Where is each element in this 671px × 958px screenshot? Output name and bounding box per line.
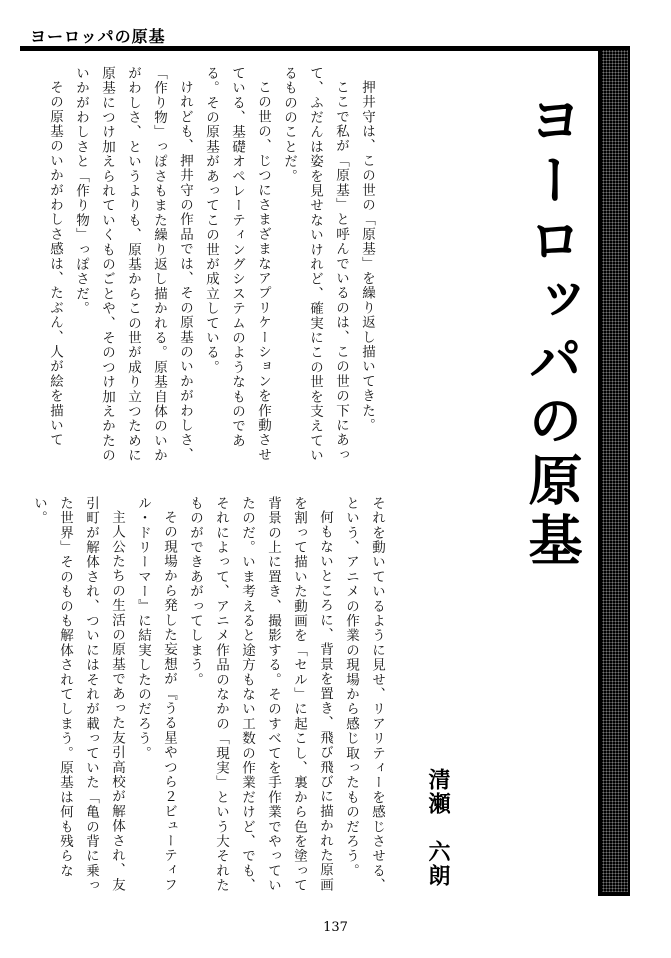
paragraph: この世の、じつにさまざまなアプリケーションを作動させている、基礎オペレーティングシステムのようなものである。その原基があってこの世が成立している。 xyxy=(203,66,271,462)
paragraph: その現場から発した妄想が『うる星やつら２ビューティフル・ドリーマー』に結実したのだろう。 xyxy=(135,496,177,892)
running-head: ヨーロッパの原基 xyxy=(30,27,166,46)
paragraph: それを動いているように見せ、リアリティーを感じさせる、という、アニメの作業の現場から感じ取ったものだろう。 xyxy=(343,496,385,893)
side-bar-dot-pattern xyxy=(602,50,628,892)
paragraph: その原基のいかがわしさ感は、たぶん、人が絵を描いて xyxy=(47,79,63,447)
page-number: 137 xyxy=(323,920,348,935)
article-title: ヨーロッパの原基 xyxy=(520,92,584,572)
lower-text-column xyxy=(30,496,390,896)
header-rule xyxy=(20,46,630,51)
paragraph: 主人公たちの生活の原基であった友引高校が解体され、友引町が解体され、ついにはそれが載っていた「亀の背に乗った世界」そのものも解体されてしまう。原基は何も残らない。 xyxy=(31,496,125,893)
paragraph: けれども、押井守の作品では、その原基のいかがわしさ、「作り物」っぽさもまた繰り返し描かれる。原基自体のいかがわしさ、というよりも、原基からこの世が成り立つために原基につけ加えられていくものごとや、そのつけ加えかたのいかがわしさと「作り物」っぽさだ。 xyxy=(73,66,193,463)
author-name: 清瀬 六朗 xyxy=(425,768,451,888)
paragraph: 何もないところに、背景を置き、飛び飛びに描かれた原画を割って描いた動画を「セル」に起こし、裏から色を塗って背景の上に置き、撮影する。そのすべてを手作業でやっていたのだ。いま考えると途方もない工数の作業だけど、でも、それによって、アニメ作品のなかの「現実」という大それたものができあがってしまう。 xyxy=(187,496,333,893)
upper-text-column xyxy=(30,66,380,471)
paragraph: ここで私が「原基」と呼んでいるのは、この世の下にあって、ふだんは姿を見せないけれど、確実にこの世を支えているもののことだ。 xyxy=(281,66,349,463)
paragraph: 押井守は、この世の「原基」を繰り返し描いてきた。 xyxy=(359,79,375,433)
